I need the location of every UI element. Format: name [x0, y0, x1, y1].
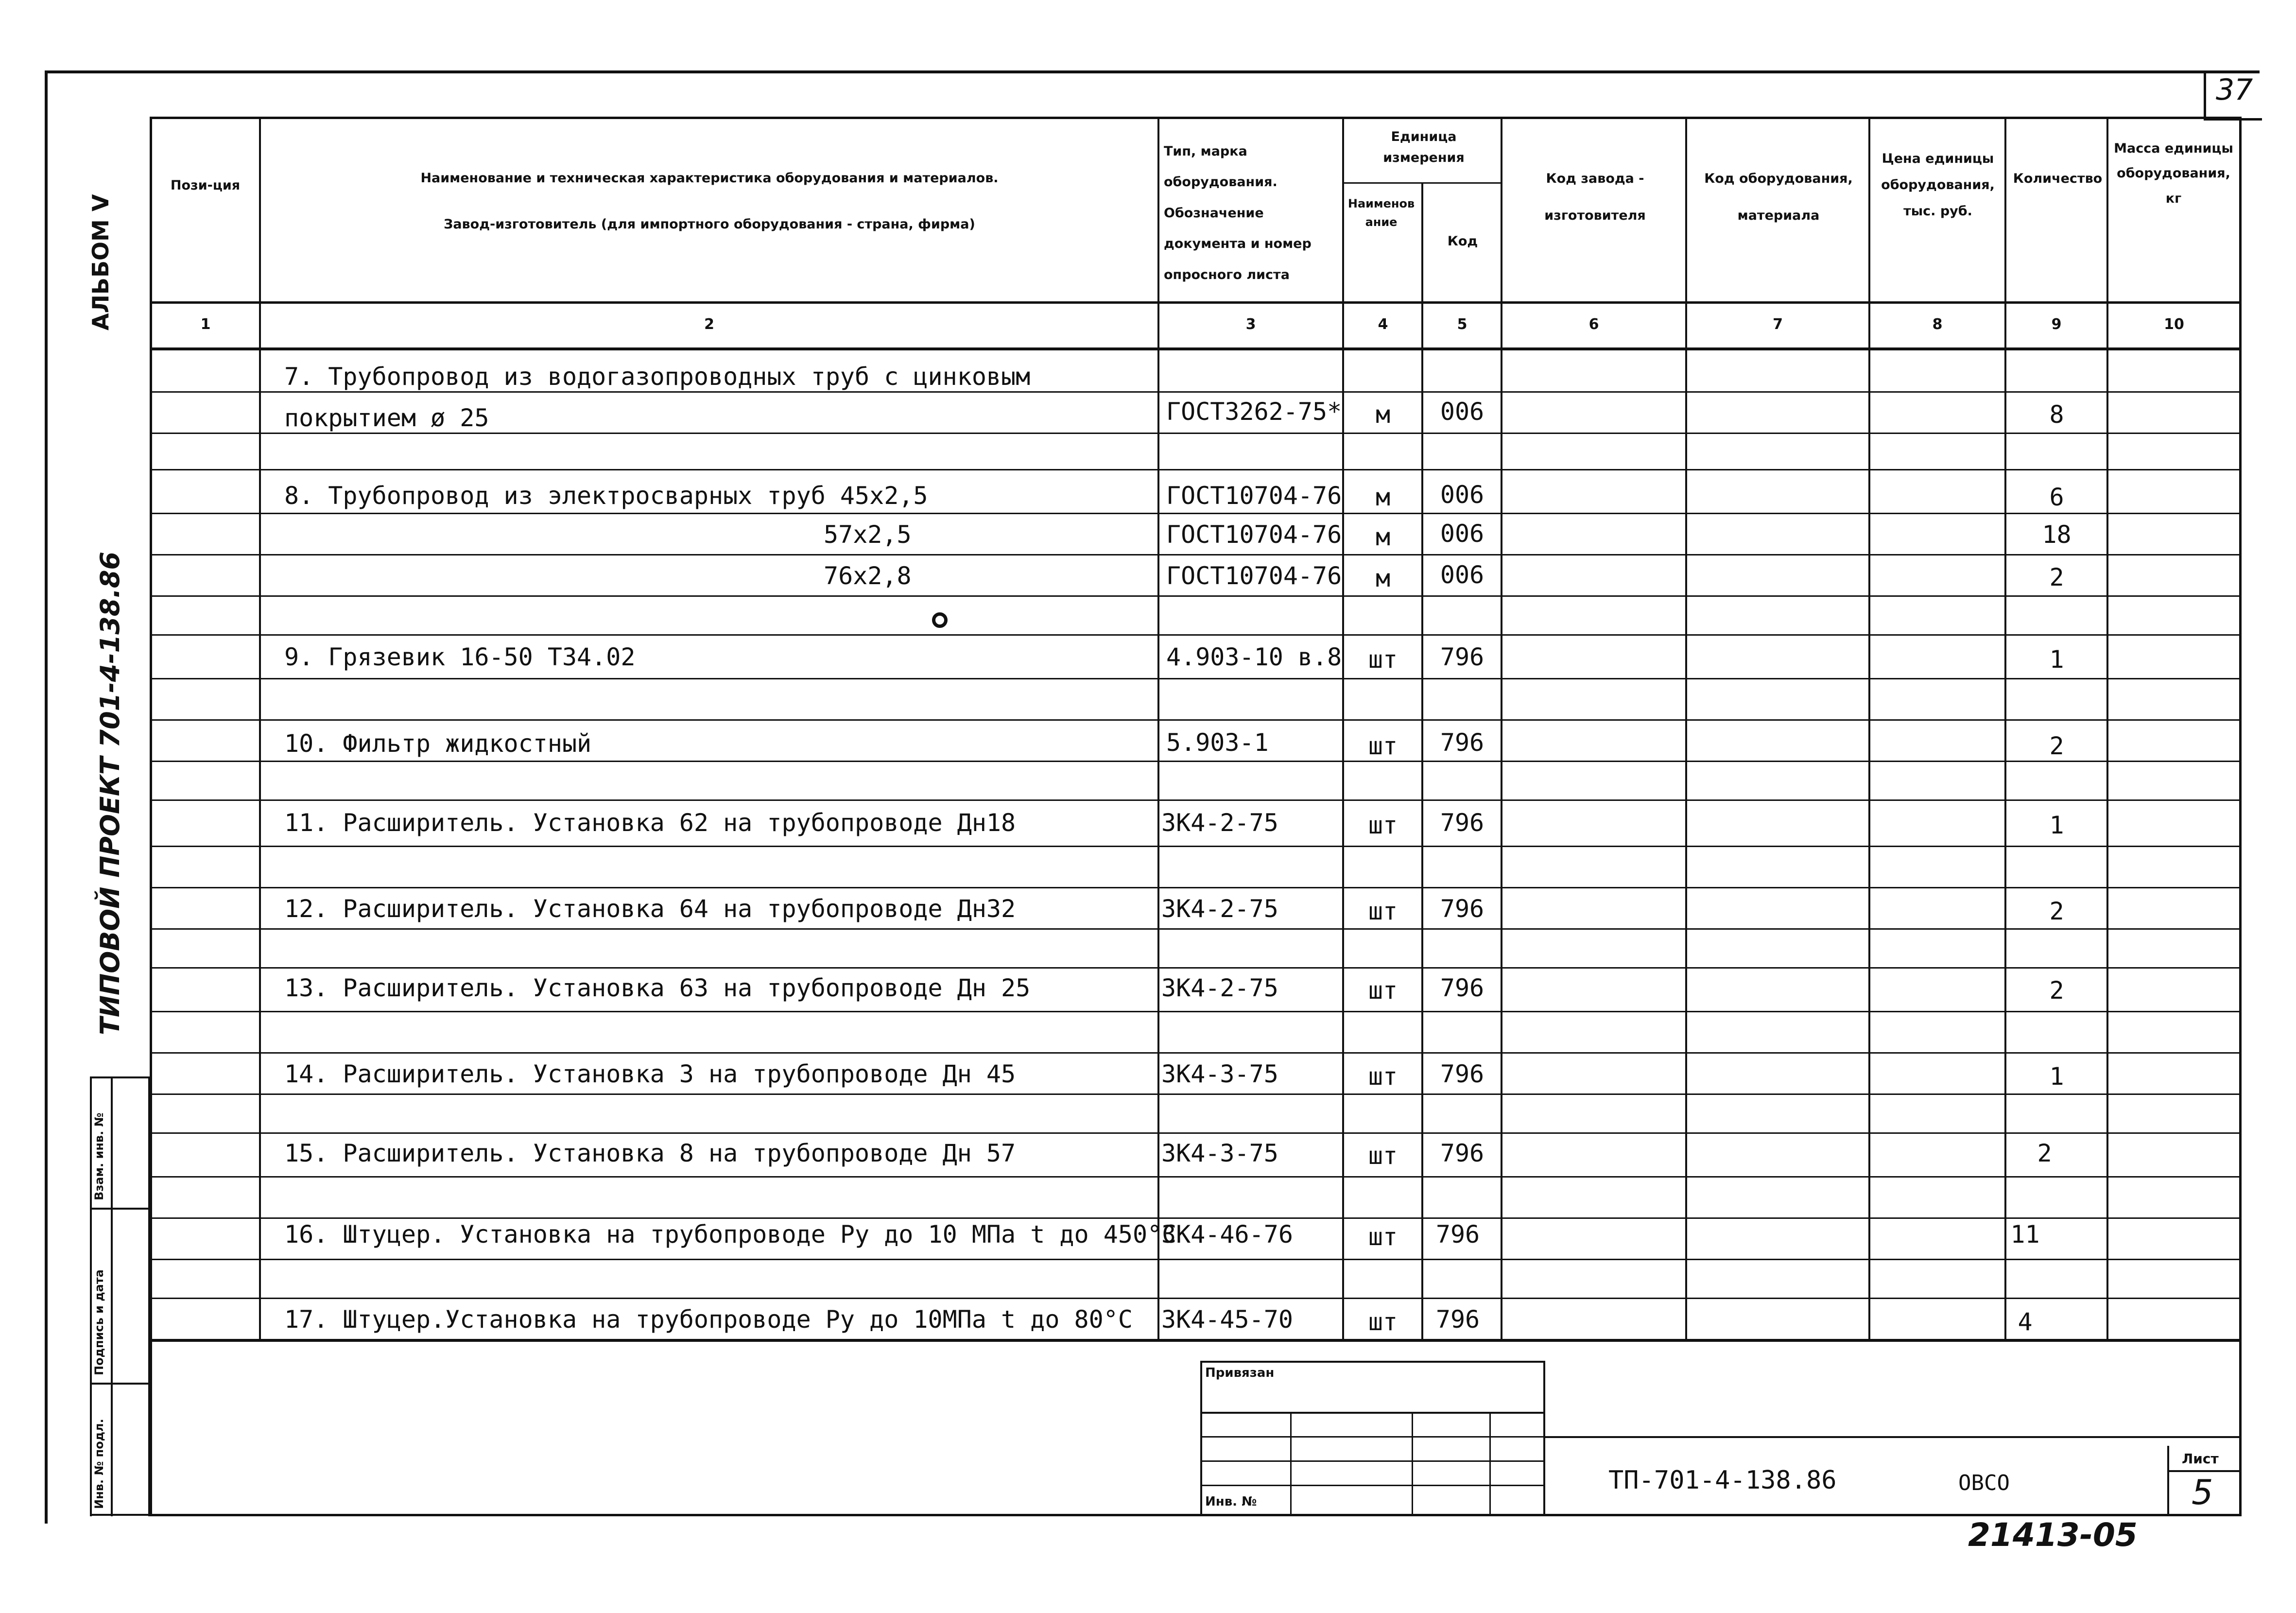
row-line [150, 391, 2242, 393]
table-row-doc: ГОСТ10704-76 [1166, 562, 1342, 590]
header-quantity: Количество [2013, 171, 2103, 186]
table-row-qty: 8 [2049, 400, 2064, 429]
sheet-box-mid [2167, 1470, 2240, 1472]
table-row-qty: 18 [2042, 520, 2072, 549]
table-row-qty: 2 [2037, 1139, 2052, 1167]
table-row-unit: м [1375, 564, 1391, 592]
table-row-unit: шт [1368, 1223, 1398, 1251]
colnum-6: 6 [1588, 316, 1599, 333]
sheet-number: 5 [2192, 1473, 2213, 1512]
table-row-name: 9. Грязевик 16-50 Т34.02 [284, 643, 636, 671]
table-row-qty: 2 [2049, 897, 2064, 925]
row-line [150, 1132, 2242, 1134]
sheet-label: Лист [2182, 1451, 2219, 1467]
table-row-doc: 3К4-2-75 [1161, 974, 1278, 1002]
stamp-right-edge [148, 1076, 151, 1516]
col-line-7 [1868, 117, 1870, 1341]
table-row-unit: шт [1368, 897, 1398, 925]
header-plant-code: Код завода - изготовителя [1544, 171, 1646, 223]
inv-no-label: Инв. № [1205, 1494, 1257, 1509]
row-line [150, 595, 2242, 597]
row-line [150, 719, 2242, 721]
row-line [150, 928, 2242, 930]
tb-box-right [1543, 1361, 1545, 1516]
stamp-divider [90, 1383, 151, 1385]
colnum-1: 1 [200, 316, 211, 333]
table-row-qty: 2 [2049, 732, 2064, 760]
stamp-label-inv: Инв. № подл. [92, 1419, 106, 1509]
table-row-qty: 6 [2049, 483, 2064, 511]
tb-line [1200, 1485, 1545, 1486]
drawing-designation: ТП-701-4-138.86 [1608, 1466, 1837, 1495]
row-line [150, 1217, 2242, 1219]
header-position: Пози-ция [170, 178, 241, 193]
colnum-2: 2 [704, 316, 714, 333]
table-row-unit: шт [1368, 976, 1398, 1005]
colnum-4: 4 [1378, 316, 1388, 333]
tb-vline [1489, 1412, 1491, 1516]
header-unit-code: Код [1447, 234, 1478, 249]
colnum-bottom-line [150, 347, 2242, 350]
drawing-mark: ОВСО [1958, 1471, 2010, 1495]
project-label: ТИПОВОЙ ПРОЕКТ 701-4-138.86 [95, 551, 125, 1035]
frame-top [46, 70, 2260, 73]
colnum-10: 10 [2164, 316, 2184, 333]
colnum-5: 5 [1457, 316, 1467, 333]
table-row-name: 57х2,5 [824, 520, 912, 549]
tb-vline [1412, 1412, 1413, 1516]
table-row-qty: 1 [2049, 1062, 2064, 1091]
row-line [150, 887, 2242, 888]
table-row-doc: 3К4-2-75 [1161, 895, 1278, 923]
tb-line [1543, 1436, 2242, 1438]
sheet-corner-number: 37 [2216, 73, 2253, 107]
col-line-2 [1157, 117, 1159, 1341]
table-row-code: 796 [1440, 974, 1485, 1002]
table-row-doc: 3К4-3-75 [1161, 1060, 1278, 1088]
table-row-qty: 1 [2049, 645, 2064, 674]
row-line [150, 967, 2242, 969]
header-unit-name: Наименование [1347, 197, 1415, 229]
table-row-code: 006 [1440, 561, 1485, 589]
table-row-unit: шт [1368, 645, 1398, 674]
table-row-name: 12. Расширитель. Установка 64 на трубопроводе Дн32 [284, 895, 1016, 923]
table-row-unit: шт [1368, 811, 1398, 839]
tb-line [1200, 1436, 1545, 1438]
table-row-name: 14. Расширитель. Установка 3 на трубопроводе Дн 45 [284, 1060, 1016, 1088]
table-row-name: 8. Трубопровод из электросварных труб 45х2,5 [284, 482, 928, 510]
corner-box-left [2204, 70, 2206, 119]
table-row-name: 13. Расширитель. Установка 63 на трубопроводе Дн 25 [284, 974, 1031, 1002]
tb-vline [1290, 1412, 1292, 1516]
table-row-code: 796 [1440, 643, 1485, 671]
colnum-7: 7 [1773, 316, 1783, 333]
table-row-name: покрытием ø 25 [284, 404, 489, 432]
table-row-code: 796 [1435, 1220, 1480, 1249]
header-name-line2: Завод-изготовитель (для импортного оборудования - страна, фирма) [444, 217, 975, 232]
table-bottom [150, 1514, 2242, 1516]
table-row-unit: м [1375, 483, 1391, 511]
table-row-name: 16. Штуцер. Установка на трубопроводе Ру до 10 МПа t до 450°С [284, 1220, 1177, 1249]
row-line [150, 1176, 2242, 1178]
table-row-code: 796 [1440, 1060, 1485, 1088]
row-line [150, 433, 2242, 434]
table-row-qty: 11 [2010, 1220, 2040, 1249]
album-label: АЛЬБОМ V [87, 194, 114, 330]
table-row-unit: шт [1368, 1142, 1398, 1170]
tb-line [1200, 1460, 1545, 1462]
table-row-name: 10. Фильтр жидкостный [284, 729, 592, 758]
table-row-code: 796 [1440, 1139, 1485, 1167]
row-line [150, 1259, 2242, 1260]
stamp-label-vzam: Взам. инв. № [92, 1112, 106, 1200]
row-line [150, 634, 2242, 636]
stamp-inner-line [111, 1076, 113, 1516]
stamp-bottom [90, 1514, 151, 1516]
stamp-label-podpis: Подпись и дата [92, 1269, 106, 1375]
tb-box-top [1200, 1361, 1545, 1363]
table-row-unit: м [1375, 523, 1391, 551]
header-type-mark: Тип, марка оборудования. Обозначение документа и номер опросного листа [1164, 144, 1312, 282]
table-row-unit: м [1375, 400, 1391, 429]
header-equipment-code: Код оборудования, материала [1704, 171, 1853, 223]
col-line-9 [2106, 117, 2108, 1341]
table-top [150, 117, 2242, 119]
row-line [150, 554, 2242, 555]
row-line [150, 1298, 2242, 1299]
body-bottom-line [150, 1339, 2242, 1342]
row-line [150, 1052, 2242, 1054]
circle-mark-icon [932, 612, 948, 628]
header-unit-price: Цена единицы оборудования, тыс. руб. [1881, 151, 1995, 219]
table-row-unit: шт [1368, 732, 1398, 760]
table-row-doc: ГОСТ10704-76 [1166, 520, 1342, 549]
table-row-doc: 3К4-2-75 [1161, 809, 1278, 837]
table-row-code: 006 [1440, 520, 1485, 548]
table-row-code: 006 [1440, 481, 1485, 509]
row-line [150, 799, 2242, 801]
table-row-code: 796 [1440, 809, 1485, 837]
row-line [150, 761, 2242, 762]
col-line-1 [259, 117, 261, 1341]
tb-box-left [1200, 1361, 1202, 1516]
sheet-box-left [2167, 1446, 2169, 1516]
stamp-top [90, 1076, 151, 1078]
privyazan-label: Привязан [1205, 1366, 1275, 1380]
table-row-name: 76х2,8 [824, 562, 912, 590]
table-row-doc: ГОСТ3262-75* [1166, 398, 1342, 426]
table-row-qty: 1 [2049, 811, 2064, 839]
stamp-divider [90, 1208, 151, 1210]
frame-left [45, 70, 48, 1524]
table-row-name: 11. Расширитель. Установка 62 на трубопроводе Дн18 [284, 809, 1016, 837]
col-line-6 [1685, 117, 1687, 1341]
tb-line [1200, 1412, 1545, 1414]
header-unit-group: Единица измерения [1383, 129, 1465, 166]
table-row-doc: 3К4-3-75 [1161, 1139, 1278, 1167]
table-row-code: 796 [1440, 895, 1485, 923]
row-line [150, 469, 2242, 470]
table-row-qty: 4 [2018, 1308, 2033, 1336]
table-row-doc: ГОСТ10704-76 [1166, 482, 1342, 510]
row-line [150, 513, 2242, 514]
table-row-name: 17. Штуцер.Установка на трубопроводе Ру до 10МПа t до 80°С [284, 1305, 1133, 1334]
table-row-unit: шт [1368, 1308, 1398, 1336]
table-row-code: 796 [1435, 1305, 1480, 1334]
table-row-unit: шт [1368, 1062, 1398, 1091]
stamp-left-edge [90, 1076, 92, 1516]
table-row-doc: 3К4-46-76 [1161, 1220, 1293, 1249]
table-row-name: 15. Расширитель. Установка 8 на трубопроводе Дн 57 [284, 1139, 1016, 1167]
colnum-9: 9 [2051, 316, 2062, 333]
row-line [150, 678, 2242, 679]
table-row-name: 7. Трубопровод из водогазопроводных труб с цинковым [284, 363, 1031, 391]
table-row-qty: 2 [2049, 563, 2064, 591]
header-name-line1: Наименование и техническая характеристика оборудования и материалов. [420, 171, 999, 186]
row-line [150, 1011, 2242, 1012]
table-row-qty: 2 [2049, 976, 2064, 1005]
header-bottom-line [150, 301, 2242, 304]
table-row-doc: 3К4-45-70 [1161, 1305, 1293, 1334]
table-row-code: 006 [1440, 398, 1485, 426]
bottom-handwritten-number: 21413-05 [1968, 1516, 2138, 1554]
table-row-doc: 4.903-10 в.8 [1166, 643, 1342, 671]
row-line [150, 846, 2242, 847]
colnum-8: 8 [1932, 316, 1943, 333]
table-row-code: 796 [1440, 728, 1485, 757]
header-mass: Масса единицы оборудования, кг [2114, 141, 2233, 206]
row-line [150, 1093, 2242, 1095]
table-row-doc: 5.903-1 [1166, 728, 1269, 757]
colnum-3: 3 [1245, 316, 1256, 333]
